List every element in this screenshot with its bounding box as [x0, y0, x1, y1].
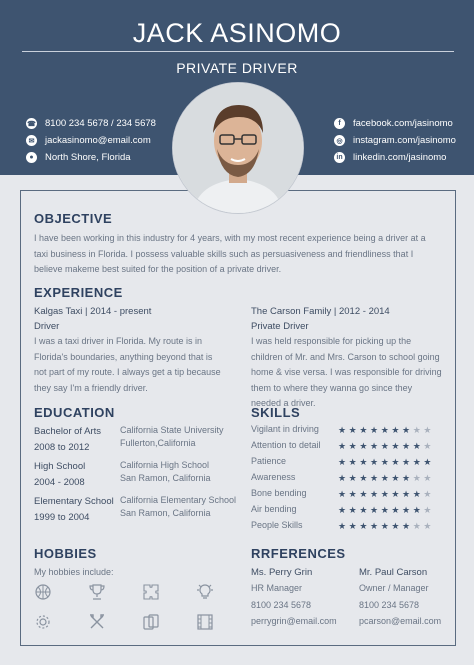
gear-icon	[34, 613, 52, 631]
phone-icon: ☎	[26, 118, 37, 129]
star-icon: ★	[370, 425, 381, 435]
star-icon: ★	[423, 489, 435, 499]
star-icon: ★	[370, 489, 381, 499]
star-icon: ★	[412, 521, 424, 531]
education-school: California High School	[120, 460, 210, 470]
star-icon: ★	[412, 425, 424, 435]
star-icon: ★	[402, 521, 413, 531]
job-employer: The Carson Family | 2012 - 2014	[251, 306, 390, 317]
star-icon: ★	[370, 521, 381, 531]
star-icon: ★	[380, 473, 392, 483]
reference-name: Mr. Paul Carson	[359, 567, 428, 578]
trophy-icon	[88, 583, 106, 601]
skill-label: People Skills	[251, 520, 303, 530]
skill-label: Awareness	[251, 472, 296, 482]
star-icon: ★	[412, 489, 424, 499]
contact-location: ● North Shore, Florida	[26, 152, 131, 163]
star-icon: ★	[402, 505, 413, 515]
job-employer: Kalgas Taxi | 2014 - present	[34, 306, 152, 317]
star-icon: ★	[391, 521, 403, 531]
star-icon: ★	[423, 521, 435, 531]
star-icon: ★	[380, 489, 392, 499]
education-school: California State University	[120, 425, 224, 435]
star-icon: ★	[380, 505, 392, 515]
hobbies-intro: My hobbies include:	[34, 567, 114, 577]
basketball-icon	[34, 583, 52, 601]
skills-heading: SKILLS	[251, 405, 301, 420]
star-icon: ★	[423, 425, 435, 435]
candidate-role: PRIVATE DRIVER	[176, 60, 298, 76]
star-icon: ★	[391, 425, 403, 435]
star-icon: ★	[359, 457, 371, 467]
job-title: Private Driver	[251, 321, 309, 332]
star-icon: ★	[391, 473, 403, 483]
star-icon: ★	[402, 473, 413, 483]
star-icon: ★	[423, 457, 435, 467]
star-icon: ★	[338, 457, 349, 467]
star-icon: ★	[412, 441, 424, 451]
education-place: Fullerton,California	[120, 438, 196, 448]
star-icon: ★	[423, 441, 435, 451]
skill-rating	[338, 489, 434, 500]
star-icon: ★	[370, 441, 381, 451]
education-years: 1999 to 2004	[34, 512, 90, 523]
star-icon: ★	[391, 489, 403, 499]
reference-name: Ms. Perry Grin	[251, 567, 313, 578]
cards-icon	[142, 613, 160, 631]
star-icon: ★	[359, 425, 371, 435]
star-icon: ★	[412, 457, 424, 467]
contact-linkedin[interactable]: in linkedin.com/jasinomo	[334, 152, 446, 163]
contact-email[interactable]: ✉ jackasinomo@email.com	[26, 135, 151, 146]
star-icon: ★	[359, 441, 371, 451]
star-icon: ★	[380, 441, 392, 451]
star-icon: ★	[338, 425, 349, 435]
skill-rating	[338, 473, 434, 484]
skill-label: Attention to detail	[251, 440, 321, 450]
skill-label: Bone bending	[251, 488, 307, 498]
star-icon: ★	[338, 473, 349, 483]
skill-label: Patience	[251, 456, 287, 466]
skill-rating	[338, 441, 434, 452]
profile-photo	[172, 82, 304, 214]
hobbies-heading: HOBBIES	[34, 546, 97, 561]
reference-email[interactable]: perrygrin@email.com	[251, 616, 337, 626]
contact-instagram[interactable]: ◎ instagram.com/jasinomo	[334, 135, 456, 146]
star-icon: ★	[338, 441, 349, 451]
reference-title: HR Manager	[251, 583, 303, 593]
objective-heading: OBJECTIVE	[34, 211, 113, 226]
star-icon: ★	[402, 457, 413, 467]
education-degree: Elementary School	[34, 496, 114, 507]
film-icon	[196, 613, 214, 631]
job-description: I was held responsible for picking up the children of Mr. and Mrs. Carson to school going home & vise versa. I was responsible for driving them to where they wanna go since they needed a driver.	[251, 336, 442, 408]
skill-rating	[338, 425, 434, 436]
star-icon: ★	[348, 489, 360, 499]
education-degree: High School	[34, 461, 86, 472]
reference-phone: 8100 234 5678	[359, 600, 420, 610]
star-icon: ★	[348, 425, 360, 435]
education-years: 2008 to 2012	[34, 442, 90, 453]
facebook-icon: f	[334, 118, 345, 129]
star-icon: ★	[380, 521, 392, 531]
email-icon: ✉	[26, 135, 37, 146]
education-place: San Ramon, California	[120, 473, 211, 483]
star-icon: ★	[412, 473, 424, 483]
objective-text: I have been working in this industry for 4 years, with my most recent experience being a driver at a taxi business in Florida. I possess valuable skills such as persuasiveness and friendliness that I believe makeme best suited for the position of a private driver.	[34, 233, 426, 274]
skill-rating	[338, 521, 434, 532]
star-icon: ★	[391, 505, 403, 515]
star-icon: ★	[359, 521, 371, 531]
star-icon: ★	[338, 489, 349, 499]
star-icon: ★	[370, 473, 381, 483]
star-icon: ★	[402, 489, 413, 499]
experience-heading: EXPERIENCE	[34, 285, 123, 300]
tools-icon	[88, 613, 106, 631]
star-icon: ★	[338, 521, 349, 531]
star-icon: ★	[423, 505, 435, 515]
star-icon: ★	[402, 441, 413, 451]
puzzle-icon	[142, 583, 160, 601]
star-icon: ★	[348, 457, 360, 467]
skill-rating	[338, 505, 434, 516]
star-icon: ★	[359, 505, 371, 515]
star-icon: ★	[402, 425, 413, 435]
skill-rating	[338, 457, 434, 468]
reference-email[interactable]: pcarson@email.com	[359, 616, 442, 626]
location-icon: ●	[26, 152, 37, 163]
job-title: Driver	[34, 321, 60, 332]
star-icon: ★	[338, 505, 349, 515]
star-icon: ★	[348, 521, 360, 531]
star-icon: ★	[370, 505, 381, 515]
skill-label: Vigilant in driving	[251, 424, 319, 434]
star-icon: ★	[359, 489, 371, 499]
star-icon: ★	[423, 473, 435, 483]
star-icon: ★	[412, 505, 424, 515]
contact-facebook[interactable]: f facebook.com/jasinomo	[334, 118, 453, 129]
star-icon: ★	[380, 457, 392, 467]
linkedin-icon: in	[334, 152, 345, 163]
star-icon: ★	[391, 441, 403, 451]
star-icon: ★	[359, 473, 371, 483]
education-school: California Elementary School	[120, 495, 237, 505]
header-divider	[22, 51, 454, 52]
education-years: 2004 - 2008	[34, 477, 85, 488]
reference-title: Owner / Manager	[359, 583, 429, 593]
job-description: I was a taxi driver in Florida. My route is in Florida's boundaries, anything beyond that is not part of my route. I always get a tip because they say I'm a friendly driver.	[34, 336, 221, 393]
education-heading: EDUCATION	[34, 405, 115, 420]
skill-label: Air bending	[251, 504, 297, 514]
star-icon: ★	[348, 505, 360, 515]
star-icon: ★	[370, 457, 381, 467]
star-icon: ★	[348, 473, 360, 483]
instagram-icon: ◎	[334, 135, 345, 146]
star-icon: ★	[391, 457, 403, 467]
contact-phone: ☎ 8100 234 5678 / 234 5678	[27, 118, 156, 129]
references-heading: RRFERENCES	[251, 546, 346, 561]
star-icon: ★	[348, 441, 360, 451]
education-degree: Bachelor of Arts	[34, 426, 102, 437]
lightbulb-icon	[196, 583, 214, 601]
reference-phone: 8100 234 5678	[251, 600, 312, 610]
candidate-name: JACK ASINOMO	[132, 18, 342, 48]
star-icon: ★	[380, 425, 392, 435]
education-place: San Ramon, California	[120, 508, 211, 518]
